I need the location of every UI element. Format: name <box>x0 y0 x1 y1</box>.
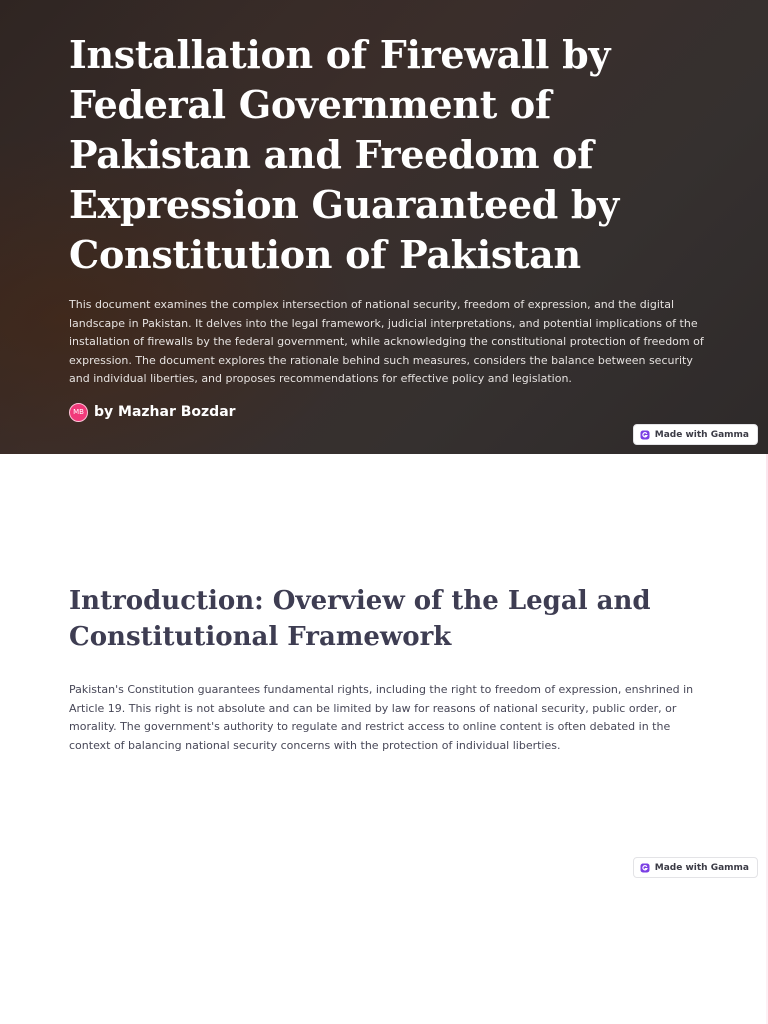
introduction-heading: Introduction: Overview of the Legal and Constitutional Framework <box>69 586 651 652</box>
author-name: by Mazhar Bozdar <box>94 404 236 420</box>
author-byline <box>69 401 236 423</box>
made-with-gamma-label: Made with Gamma <box>654 862 749 873</box>
made-with-gamma-label: Made with Gamma <box>654 429 749 440</box>
document-summary: This document examines the complex intersection of national security, freedom of expression, and the digital landscape in Pakistan. It delves into the legal framework, judicial interpretations, and potential implications of the installation of firewalls by the federal government, while acknowledging the constitutional protection of freedom of expression. The document explores the rationale behind such measures, considers the balance between security and individual liberties, and proposes recommendations for effective policy and legislation. <box>69 298 704 386</box>
gamma-logo-icon <box>640 863 650 873</box>
made-with-gamma-button[interactable] <box>633 857 758 878</box>
introduction-body: Pakistan's Constitution guarantees fundamental rights, including the right to freedom of expression, enshrined in Article 19. This right is not absolute and can be limited by law for reasons of national security, public order, or morality. The government's authority to regulate and restrict access to online content is often debated in the context of balancing national security concerns with the protection of individual liberties. <box>69 683 694 752</box>
author-avatar: MB <box>69 403 88 422</box>
document-title: Installation of Firewall by Federal Government of Pakistan and Freedom of Expression Guaranteed by Constitution of Pakistan <box>69 32 619 277</box>
gamma-logo-icon <box>640 430 650 440</box>
made-with-gamma-button[interactable] <box>633 424 758 445</box>
title-card <box>0 0 768 454</box>
